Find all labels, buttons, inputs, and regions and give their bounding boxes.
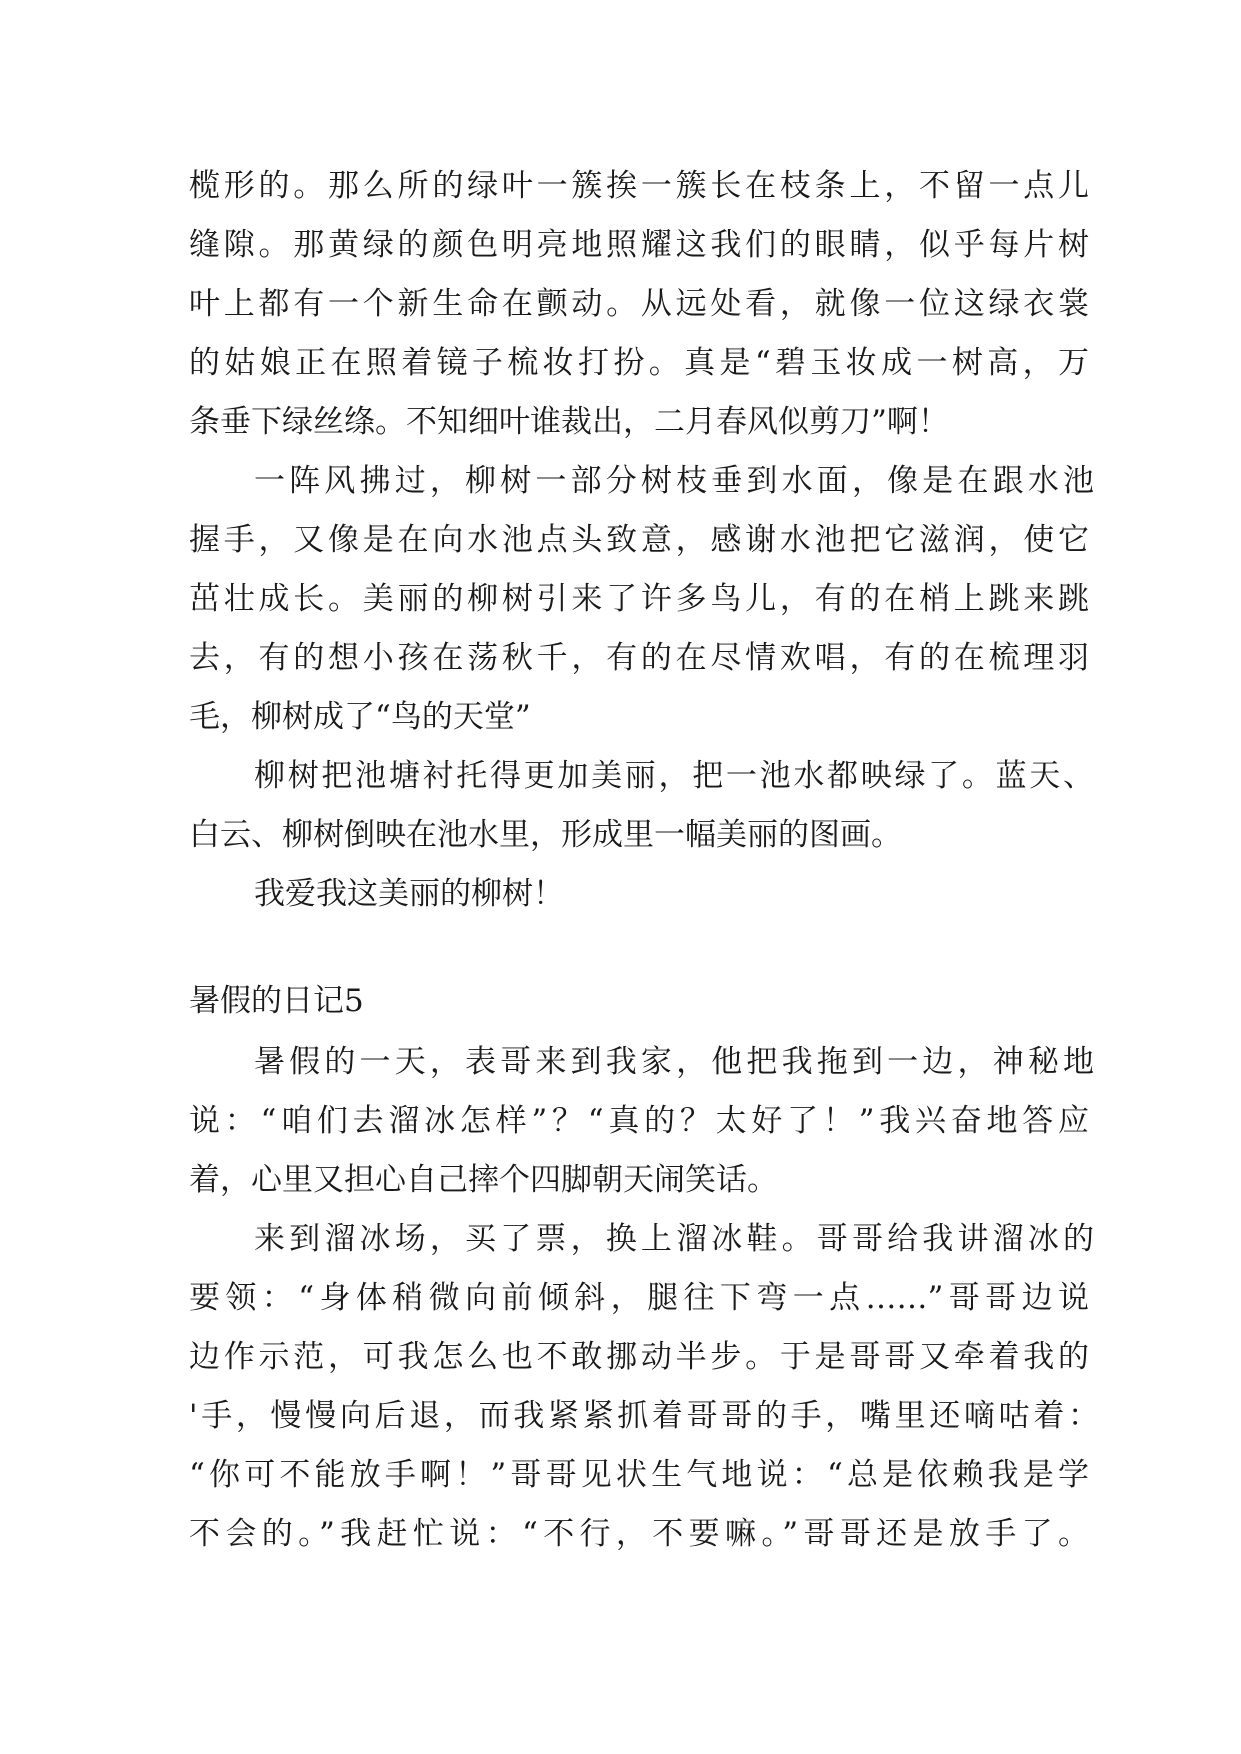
text-line: 榄形的。那么所的绿叶一簇挨一簇长在枝条上，不留一点儿 [189, 168, 1089, 204]
paragraph-first-line: 一阵风拂过，柳树一部分树枝垂到水面，像是在跟水池 [254, 463, 1094, 499]
text-line: 毛，柳树成了“鸟的天堂” [189, 699, 531, 735]
text-line: 要领：“身体稍微向前倾斜，腿往下弯一点……”哥哥边说 [189, 1280, 1089, 1316]
text-line: 不会的。”我赶忙说：“不行，不要嘛。”哥哥还是放手了。 [189, 1516, 1089, 1552]
text-line: 去，有的想小孩在荡秋千，有的在尽情欢唱，有的在梳理羽 [189, 640, 1089, 676]
text-line: 叶上都有一个新生命在颤动。从远处看，就像一位这绿衣裳 [189, 286, 1089, 322]
text-line: “你可不能放手啊！”哥哥见状生气地说：“总是依赖我是学 [189, 1457, 1089, 1493]
paragraph-first-line: 柳树把池塘衬托得更加美丽，把一池水都映绿了。蓝天、 [254, 758, 1094, 794]
text-line: '手，慢慢向后退，而我紧紧抓着哥哥的手，嘴里还嘀咕着： [189, 1398, 1099, 1434]
text-line: 边作示范，可我怎么也不敢挪动半步。于是哥哥又牵着我的 [189, 1339, 1089, 1375]
text-line: 条垂下绿丝绦。不知细叶谁裁出，二月春风似剪刀”啊！ [189, 404, 949, 440]
text-line: 的姑娘正在照着镜子梳妆打扮。真是“碧玉妆成一树高，万 [189, 345, 1089, 381]
text-line: 着，心里又担心自己摔个四脚朝天闹笑话。 [189, 1162, 778, 1198]
text-line: 说：“咱们去溜冰怎样”？“真的？太好了！”我兴奋地答应 [189, 1103, 1089, 1139]
text-line: 缝隙。那黄绿的颜色明亮地照耀这我们的眼睛，似乎每片树 [189, 227, 1089, 263]
text-line: 白云、柳树倒映在池水里，形成里一幅美丽的图画。 [189, 817, 902, 853]
paragraph-first-line: 我爱我这美丽的柳树！ [254, 876, 564, 912]
paragraph-first-line: 来到溜冰场，买了票，换上溜冰鞋。哥哥给我讲溜冰的 [254, 1221, 1094, 1257]
text-line: 握手，又像是在向水池点头致意，感谢水池把它滋润，使它 [189, 522, 1089, 558]
text-line: 茁壮成长。美丽的柳树引来了许多鸟儿，有的在梢上跳来跳 [189, 581, 1089, 617]
section-heading: 暑假的日记5 [189, 983, 364, 1019]
paragraph-first-line: 暑假的一天，表哥来到我家，他把我拖到一边，神秘地 [254, 1044, 1094, 1080]
